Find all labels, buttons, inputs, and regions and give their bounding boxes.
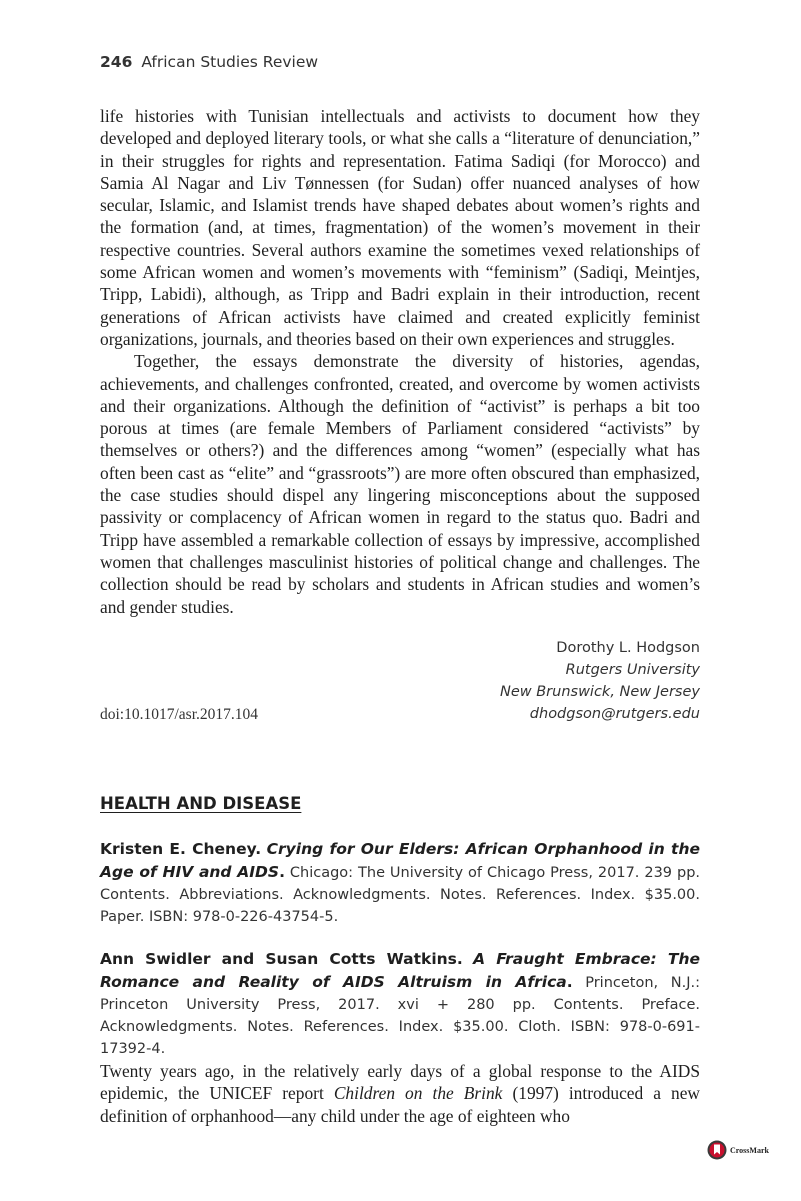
book-title: A Fraught Embrace: The Romance and Reality of AIDS Altruism in Africa (100, 950, 700, 991)
book-title-period: . (566, 973, 573, 991)
crossmark-label: CrossMark (730, 1145, 769, 1155)
book-details: Chicago: The University of Chicago Press, 2017. 239 pp. Contents. Abbreviations. Acknowledgments. Notes. References. Index. $35.00. Paper. ISBN: 978-0-226-43754-5. (100, 865, 701, 925)
section-heading: HEALTH AND DISEASE (100, 794, 302, 813)
review-2-text-end: (1997) introduced a new definition of orphanhood—any child under the age of eighteen who (100, 1083, 700, 1126)
review-2-text-start: Twenty years ago, in the relatively early days of a global response to the AIDS epidemic, the UNICEF report (100, 1061, 700, 1104)
reviewer-email[interactable]: dhodgson@rutgers.edu (529, 706, 700, 722)
crossmark-icon (707, 1140, 727, 1160)
reviewer-university: Rutgers University (565, 662, 700, 678)
doi-link[interactable]: doi:10.1017/asr.2017.104 (100, 706, 259, 723)
review-paragraph-1: life histories with Tunisian intellectuals and activists to document how they developed and deployed literary tools, or what she calls a “literature of denunciation,” in their struggles for rights and representation. Fatima Sadiqi (for Morocco) and Samia Al Nagar and Liv Tønnessen (for Sudan) offer nuanced analyses of how secular, Islamic, and Islamist trends have shaped debates about women’s rights and the formation (and, at times, fragmentation) of the women’s movement in their respective countries. Several authors examine the sometimes vexed relationships of some African women and women’s movements with “feminism” (Sadiqi, Meintjes, Tripp, Labidi), although, as Tripp and Badri explain in their introduction, recent generations of African activists have claimed and created explicitly feminist organizations, journals, and theories based on their own experiences and struggles. (100, 106, 700, 349)
review-paragraph-2: Together, the essays demonstrate the diversity of histories, agendas, achievements, and challenges confronted, created, and overcome by women activists and their organizations. Although the definition of “activist” is perhaps a bit too porous at times (are female Members of Parliament considered “activists” by themselves or others?) and the differences among “women” (especially what has often been cast as “elite” and “grassroots”) are more often obscured than emphasized, the case studies should dispel any lingering misconceptions about the supposed passivity or complacency of African women in regard to the status quo. Badri and Tripp have assembled a remarkable collection of essays by impressive, accomplished women that challenges masculinist histories of political change and challenges. The collection should be read by scholars and students in African studies and women’s and gender studies. (100, 351, 700, 617)
book-citation (100, 948, 700, 1060)
book-details: Princeton, N.J.: Princeton University Press, 2017. xvi + 280 pp. Contents. Preface. Acknowledgments. Notes. References. Index. $35.00. Cloth. ISBN: 978-0-691-17392-4. (100, 975, 700, 1057)
book-title: Crying for Our Elders: African Orphanhood in the Age of HIV and AIDS (100, 840, 700, 881)
running-header (100, 53, 318, 71)
book-author: Kristen E. Cheney. (100, 840, 262, 858)
reviewer-name: Dorothy L. Hodgson (556, 640, 700, 656)
page-number: 246 (100, 53, 133, 71)
crossmark-badge[interactable] (707, 1140, 769, 1160)
journal-title: African Studies Review (141, 53, 319, 71)
book-citation (100, 838, 700, 928)
reviewer-location: New Brunswick, New Jersey (499, 684, 700, 700)
review-2-body (100, 1060, 700, 1127)
book-title-period: . (279, 863, 285, 881)
report-title: Children on the Brink (333, 1083, 503, 1104)
book-author: Ann Swidler and Susan Cotts Watkins. (100, 950, 463, 968)
review-body (100, 105, 700, 618)
